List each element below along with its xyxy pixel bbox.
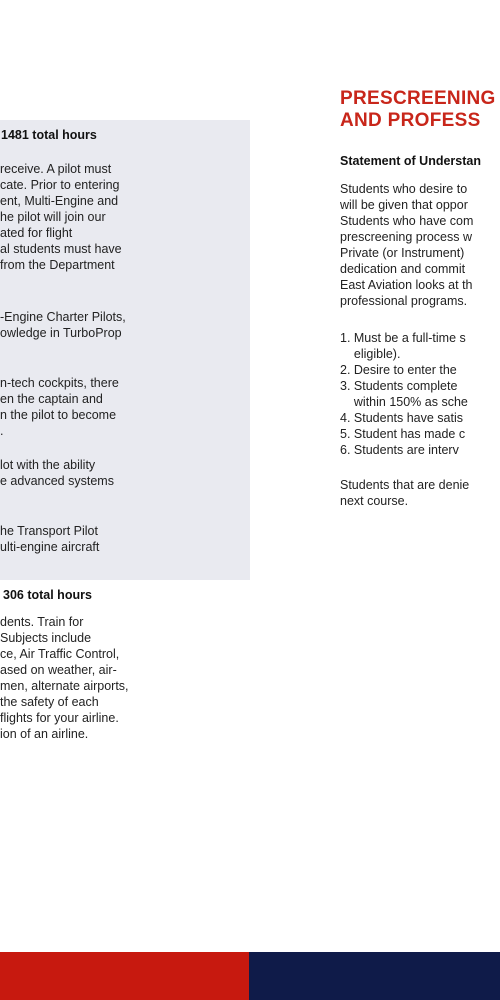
list-item: 2. Desire to enter the	[340, 363, 457, 377]
intro-paragraph: Students who desire to will be given that oppor Students who have com prescreening process w Private (or Instrument) dedication and commit East Aviation looks at th professional programs.	[340, 182, 474, 308]
statement-subheading: Statement of Understan	[340, 154, 481, 168]
total-hours-label: 1481 total hours	[1, 128, 97, 142]
section-1-paragraph-1: receive. A pilot must cate. Prior to entering ent, Multi-Engine and he pilot will join our ated for flight al students must have from the Department	[0, 162, 122, 272]
program-section-2	[0, 580, 250, 760]
total-hours-label: 306 total hours	[3, 588, 92, 602]
footer-red-bar	[0, 952, 249, 1000]
list-item: 4. Students have satis	[340, 411, 463, 425]
closing-paragraph: Students that are denie next course.	[340, 478, 470, 508]
requirements-list	[340, 330, 468, 458]
section-2-paragraph: dents. Train for Subjects include ce, Air Traffic Control, ased on weather, air- men, alternate airports, the safety of each flights for your airline. ion of an airline.	[0, 615, 129, 741]
section-1-paragraph-3: n-tech cockpits, there en the captain and n the pilot to become .	[0, 376, 119, 438]
section-heading: PRESCREENING AND PROFESS	[340, 88, 496, 131]
section-1-paragraph-2: -Engine Charter Pilots, owledge in TurboProp	[0, 310, 126, 340]
list-item: 3. Students complete within 150% as sche	[340, 379, 468, 409]
section-1-paragraph-5: he Transport Pilot ulti-engine aircraft	[0, 524, 100, 554]
section-1-paragraph-4: lot with the ability e advanced systems	[0, 458, 114, 488]
footer-navy-bar	[249, 952, 500, 1000]
list-item: 5. Student has made c	[340, 427, 466, 441]
list-item: 6. Students are interv	[340, 443, 459, 457]
prescreening-column	[340, 0, 500, 1000]
program-section-1	[0, 0, 250, 580]
list-item: 1. Must be a full-time s eligible).	[340, 331, 466, 361]
